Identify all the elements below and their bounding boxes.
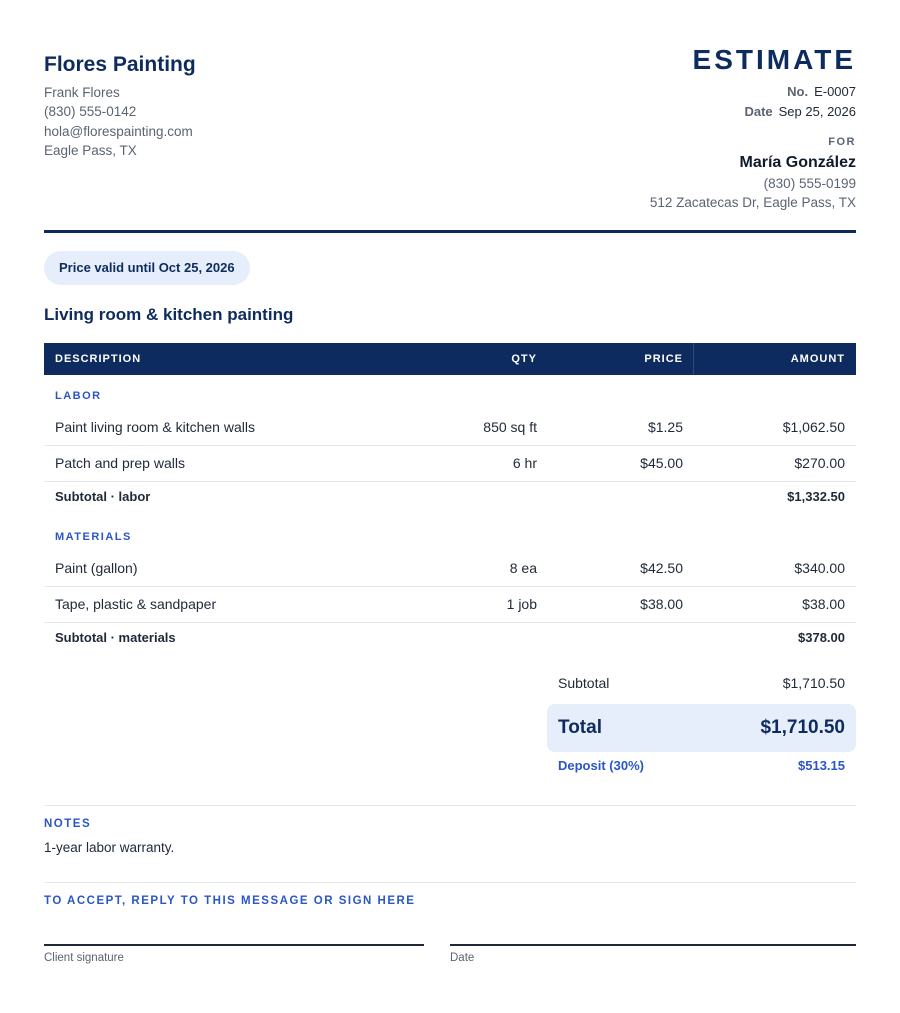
estimate-number-label: No.: [787, 84, 809, 99]
item-amount: $270.00: [794, 455, 845, 471]
section-subtotal-label: Subtotal · materials: [55, 630, 176, 645]
section-subtotal-value: $378.00: [798, 630, 845, 645]
column-header-qty: QTY: [511, 353, 537, 365]
project-title: Living room & kitchen painting: [44, 305, 294, 324]
deposit-label: Deposit (30%): [558, 758, 644, 773]
notes-divider: [44, 805, 856, 806]
business-location: Eagle Pass, TX: [44, 143, 137, 158]
table-row: [44, 551, 856, 587]
client-phone: (830) 555-0199: [763, 176, 856, 191]
notes-text: 1-year labor warranty.: [44, 840, 175, 855]
estimate-date-row: [744, 104, 856, 119]
estimate-date: Sep 25, 2026: [778, 104, 856, 119]
column-header-amount: AMOUNT: [790, 353, 845, 365]
client-name: María González: [739, 154, 856, 171]
validity-badge: Price valid until Oct 25, 2026: [44, 251, 250, 285]
item-price: $42.50: [640, 560, 683, 576]
item-price: $45.00: [640, 455, 683, 471]
summary-subtotal-value: $1,710.50: [782, 675, 845, 691]
table-header: [44, 343, 856, 375]
item-price: $38.00: [640, 596, 683, 612]
item-amount: $38.00: [802, 596, 845, 612]
section-subtotal-label: Subtotal · labor: [55, 489, 151, 504]
total-label: Total: [558, 717, 602, 738]
item-description: Patch and prep walls: [55, 455, 185, 471]
column-header-price: PRICE: [644, 353, 683, 365]
client-address: 512 Zacatecas Dr, Eagle Pass, TX: [649, 195, 856, 210]
item-description: Paint (gallon): [55, 560, 138, 576]
section-subtotal-row: [44, 482, 856, 512]
acceptance-label: TO ACCEPT, REPLY TO THIS MESSAGE OR SIGN HERE: [44, 895, 416, 907]
table-row: [44, 410, 856, 446]
estimate-number: E-0007: [814, 84, 856, 99]
section-subtotal-value: $1,332.50: [787, 489, 845, 504]
summary-subtotal-label: Subtotal: [558, 675, 610, 691]
item-description: Tape, plastic & sandpaper: [55, 596, 217, 612]
column-header-description: DESCRIPTION: [55, 353, 142, 365]
total-value: $1,710.50: [760, 717, 845, 738]
item-price: $1.25: [647, 419, 683, 435]
item-amount: $340.00: [794, 560, 845, 576]
item-qty: 6 hr: [512, 455, 537, 471]
document-title: ESTIMATE: [692, 44, 856, 75]
client-for-label: FOR: [828, 136, 856, 148]
deposit-value: $513.15: [798, 758, 845, 773]
business-name: Flores Painting: [44, 53, 196, 76]
acceptance-divider: [44, 882, 856, 883]
date-line[interactable]: [450, 944, 856, 946]
notes-label: NOTES: [44, 818, 92, 830]
business-email: hola@florespainting.com: [44, 124, 193, 139]
business-phone: (830) 555-0142: [44, 104, 137, 119]
column-divider: [693, 343, 694, 375]
section-subtotal-row: [44, 623, 856, 653]
estimate-number-row: [787, 84, 856, 99]
estimate-date-label: Date: [744, 104, 773, 119]
signature-caption: Client signature: [44, 952, 124, 964]
business-owner: Frank Flores: [44, 85, 120, 100]
date-caption: Date: [450, 952, 475, 964]
table-row: [44, 587, 856, 623]
item-description: Paint living room & kitchen walls: [55, 419, 255, 435]
header-divider: [44, 230, 856, 233]
item-amount: $1,062.50: [782, 419, 845, 435]
total-box: [547, 704, 856, 752]
section-label-labor: LABOR: [55, 390, 102, 402]
item-qty: 1 job: [506, 596, 537, 612]
item-qty: 8 ea: [509, 560, 537, 576]
item-qty: 850 sq ft: [483, 419, 537, 435]
section-label-materials: MATERIALS: [55, 531, 132, 543]
table-row: [44, 446, 856, 482]
signature-line[interactable]: [44, 944, 424, 946]
